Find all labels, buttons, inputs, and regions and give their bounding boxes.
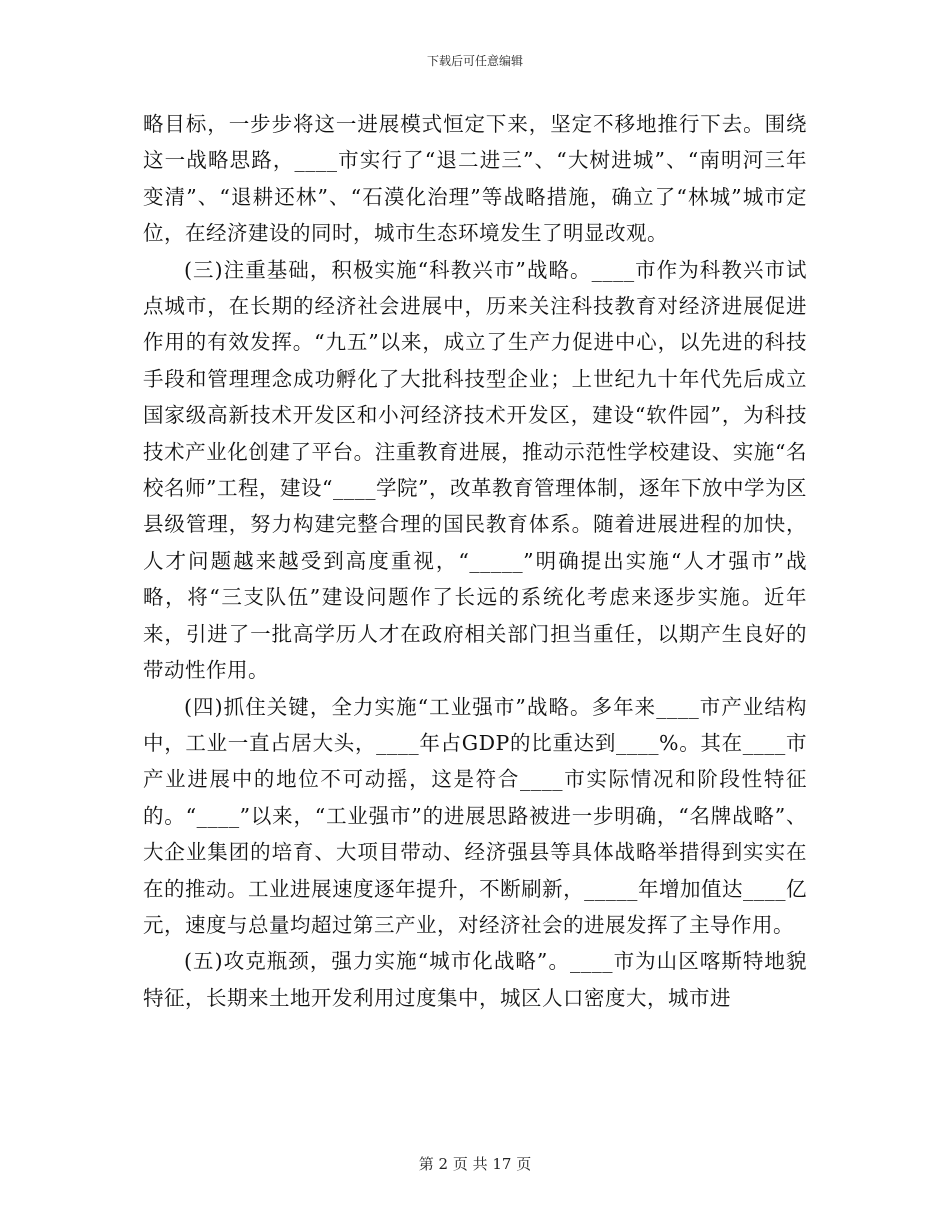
paragraph-section-3: (三)注重基础，积极实施“科教兴市”战略。____市作为科教兴市试点城市，在长期的经济社会进展中，历来关注科技教育对经济进展促进作用的有效发挥。“九五”以来，成立了生产力促进中心，以先进的科技手段和管理理念成功孵化了大批科技型企业；上世纪九十年代先后成立国家级高新技术开发区和小河经济技术开发区，建设“软件园”，为科技技术产业化创建了平台。注重教育进展，推动示范性学校建设、实施“名校名师”工程，建设“____学院”，改革教育管理体制，逐年下放中学为区县级管理，努力构建完整合理的国民教育体系。随着进展进程的加快，人才问题越来越受到高度重视，“_____”明确提出实施“人才强市”战略，将“三支队伍”建设问题作了长远的系统化考虑来逐步实施。近年来，引进了一批高学历人才在政府相关部门担当重任，以期产生良好的带动性作用。 — [143, 257, 807, 683]
paragraph-continuation: 略目标，一步步将这一进展模式恒定下来，坚定不移地推行下去。围绕这一战略思路，____市实行了“退二进三”、“大树进城”、“南明河三年变清”、“退耕还林”、“石漠化治理”等战略措施，确立了“林城”城市定位，在经济建设的同时，城市生态环境发生了明显改观。 — [143, 112, 807, 246]
paragraph-section-5: (五)攻克瓶颈，强力实施“城市化战略”。____市为山区喀斯特地貌特征，长期来土地开发利用过度集中，城区人口密度大，城市进 — [143, 949, 807, 1010]
page-number: 第 2 页 共 17 页 — [418, 1155, 532, 1173]
page-header-note: 下载后可任意编辑 — [426, 54, 523, 68]
document-body — [143, 106, 807, 1016]
paragraph-section-4: (四)抓住关键，全力实施“工业强市”战略。多年来____市产业结构中，工业一直占居大头，____年占GDP的比重达到____%。其在____市产业进展中的地位不可动摇，这是符合____市实际情况和阶段性特征的。“____”以来，“工业强市”的进展思路被进一步明确，“名牌战略”、大企业集团的培育、大项目带动、经济强县等具体战略举措得到实实在在的推动。工业进展速度逐年提升，不断刷新，_____年增加值达____亿元，速度与总量均超过第三产业，对经济社会的进展发挥了主导作用。 — [143, 694, 807, 937]
